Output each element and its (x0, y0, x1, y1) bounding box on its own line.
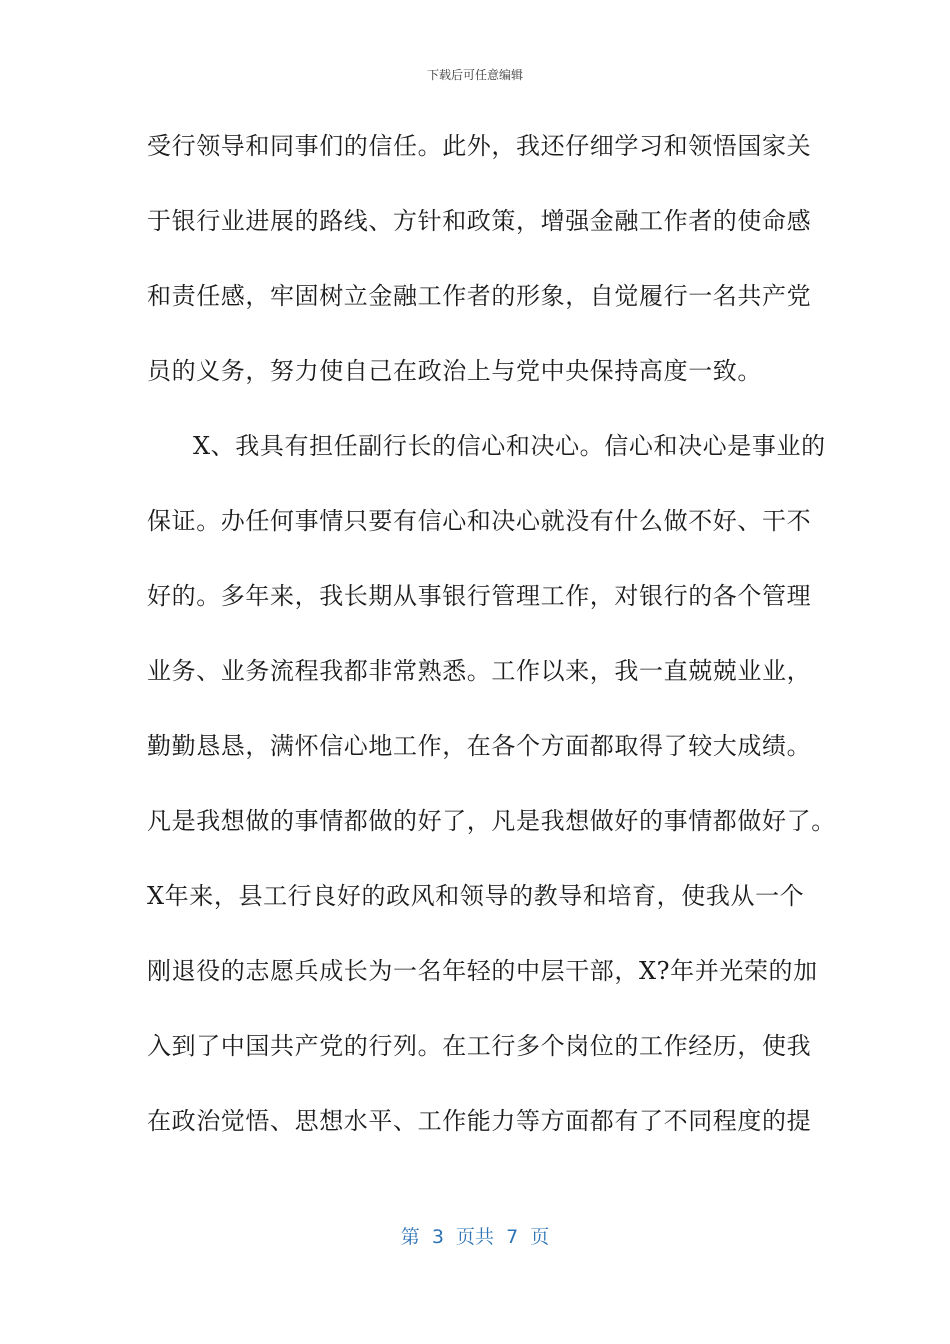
body-line: X年来，县工行良好的政风和领导的教导和培育，使我从一个 (147, 882, 805, 910)
page-number-footer: 第 3 页共 7 页 (400, 1226, 550, 1248)
document-body (147, 122, 836, 1172)
body-line: 好的。多年来，我长期从事银行管理工作，对银行的各个管理 (147, 582, 812, 610)
paragraph-first-line: X、我具有担任副行长的信心和决心。信心和决心是事业的 (193, 432, 826, 460)
page-header: 下载后可任意编辑 (426, 68, 523, 82)
body-line: 在政治觉悟、思想水平、工作能力等方面都有了不同程度的提 (147, 1107, 812, 1135)
body-line: 入到了中国共产党的行列。在工行多个岗位的工作经历，使我 (147, 1032, 812, 1060)
body-line: 保证。办任何事情只要有信心和决心就没有什么做不好、干不 (147, 507, 812, 535)
body-line: 业务、业务流程我都非常熟悉。工作以来，我一直兢兢业业， (147, 657, 812, 685)
body-line: 刚退役的志愿兵成长为一名年轻的中层干部，X?年并光荣的加 (147, 957, 818, 985)
body-line: 于银行业进展的路线、方针和政策，增强金融工作者的使命感 (147, 207, 812, 235)
body-line: 员的义务，努力使自己在政治上与党中央保持高度一致。 (147, 357, 762, 385)
body-line: 受行领导和同事们的信任。此外，我还仔细学习和领悟国家关 (147, 132, 812, 160)
body-line: 和责任感，牢固树立金融工作者的形象，自觉履行一名共产党 (147, 282, 812, 310)
body-line: 凡是我想做的事情都做的好了，凡是我想做好的事情都做好了。 (147, 807, 836, 835)
body-line: 勤勤恳恳，满怀信心地工作，在各个方面都取得了较大成绩。 (147, 732, 812, 760)
